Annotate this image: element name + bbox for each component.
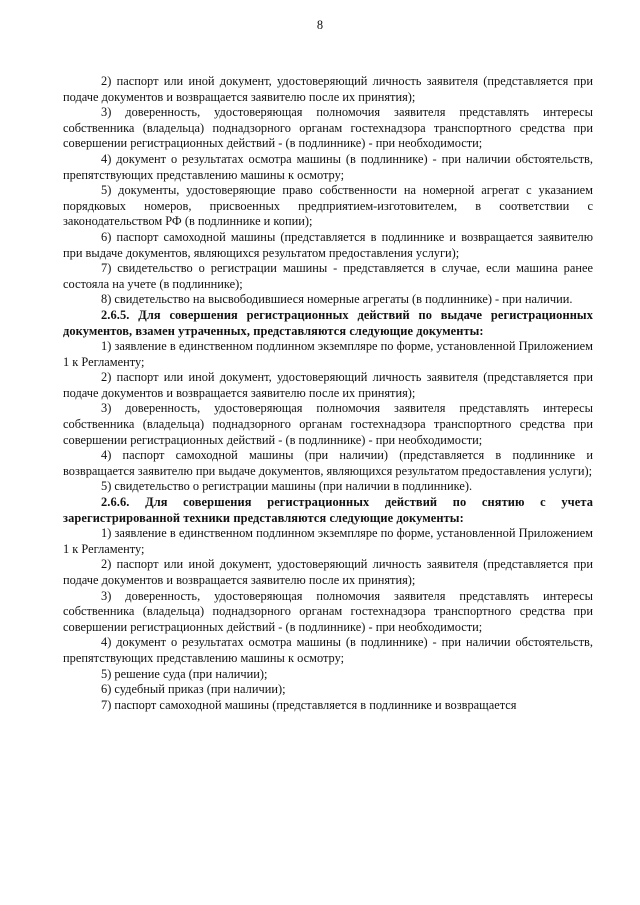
list-item-paragraph: 1) заявление в единственном подлинном экземпляре по форме, установленной Приложением 1 к Регламенту; xyxy=(63,339,593,369)
list-item-paragraph: 2) паспорт или иной документ, удостоверяющий личность заявителя (представляется при подаче документов и возвращается заявителю после их принятия); xyxy=(63,74,593,104)
list-item-paragraph: 1) заявление в единственном подлинном экземпляре по форме, установленной Приложением 1 к Регламенту; xyxy=(63,526,593,556)
list-item-paragraph: 7) паспорт самоходной машины (представляется в подлиннике и возвращается xyxy=(101,697,517,712)
list-item-paragraph: 2) паспорт или иной документ, удостоверяющий личность заявителя (представляется при подаче документов и возвращается заявителю после их принятия); xyxy=(63,557,593,587)
list-item-paragraph: 5) свидетельство о регистрации машины (при наличии в подлиннике). xyxy=(101,479,473,494)
list-item-paragraph: 5) документы, удостоверяющие право собственности на номерной агрегат с указанием порядковых номеров, присвоенных предприятием-изготовителем, в соответствии с законодательством РФ (в подлиннике и копии); xyxy=(63,183,593,229)
list-item-paragraph: 6) судебный приказ (при наличии); xyxy=(101,682,286,697)
list-item-paragraph: 4) документ о результатах осмотра машины (в подлиннике) - при наличии обстоятельств, препятствующих представлению машины к осмотру; xyxy=(63,635,593,665)
list-item-paragraph: 4) документ о результатах осмотра машины (в подлиннике) - при наличии обстоятельств, препятствующих представлению машины к осмотру; xyxy=(63,151,593,182)
list-item-paragraph: 6) паспорт самоходной машины (представляется в подлиннике и возвращается заявителю при выдаче документов, являющихся результатом предоставления услуги); xyxy=(63,229,593,260)
list-item-paragraph: 3) доверенность, удостоверяющая полномочия заявителя представлять интересы собственника (владельца) поднадзорного органам гостехнадзора транспортного средства при совершении регистрационных действий - (в подлиннике) - при необходимости; xyxy=(63,105,593,151)
page-number: 8 xyxy=(316,18,324,32)
section-heading-paragraph: 2.6.6. Для совершения регистрационных действий по снятию с учета зарегистрированной техники представляются следующие документы: xyxy=(63,495,593,525)
list-item-paragraph: 5) решение суда (при наличии); xyxy=(101,666,268,681)
section-heading-paragraph: 2.6.5. Для совершения регистрационных действий по выдаче регистрационных документов, взамен утраченных, представляются следующие документы: xyxy=(63,307,593,338)
list-item-paragraph: 3) доверенность, удостоверяющая полномочия заявителя представлять интересы собственника (владельца) поднадзорного органам гостехнадзора транспортного средства при совершении регистрационных действий - (в подлиннике) - при необходимости; xyxy=(63,588,593,634)
list-item-paragraph: 8) свидетельство на высвободившиеся номерные агрегаты (в подлиннике) - при наличии. xyxy=(101,292,573,307)
document-body xyxy=(63,74,593,713)
list-item-paragraph: 3) доверенность, удостоверяющая полномочия заявителя представлять интересы собственника (владельца) поднадзорного органам гостехнадзора транспортного средства при совершении регистрационных действий - (в подлиннике) - при необходимости; xyxy=(63,401,593,447)
list-item-paragraph: 7) свидетельство о регистрации машины - представляется в случае, если машина ранее состояла на учете (в подлиннике); xyxy=(63,261,593,291)
list-item-paragraph: 2) паспорт или иной документ, удостоверяющий личность заявителя (представляется при подаче документов и возвращается заявителю после их принятия); xyxy=(63,370,593,400)
list-item-paragraph: 4) паспорт самоходной машины (при наличии) (представляется в подлиннике и возвращается заявителю при выдаче документов, являющихся результатом предоставления услуги); xyxy=(63,448,593,478)
